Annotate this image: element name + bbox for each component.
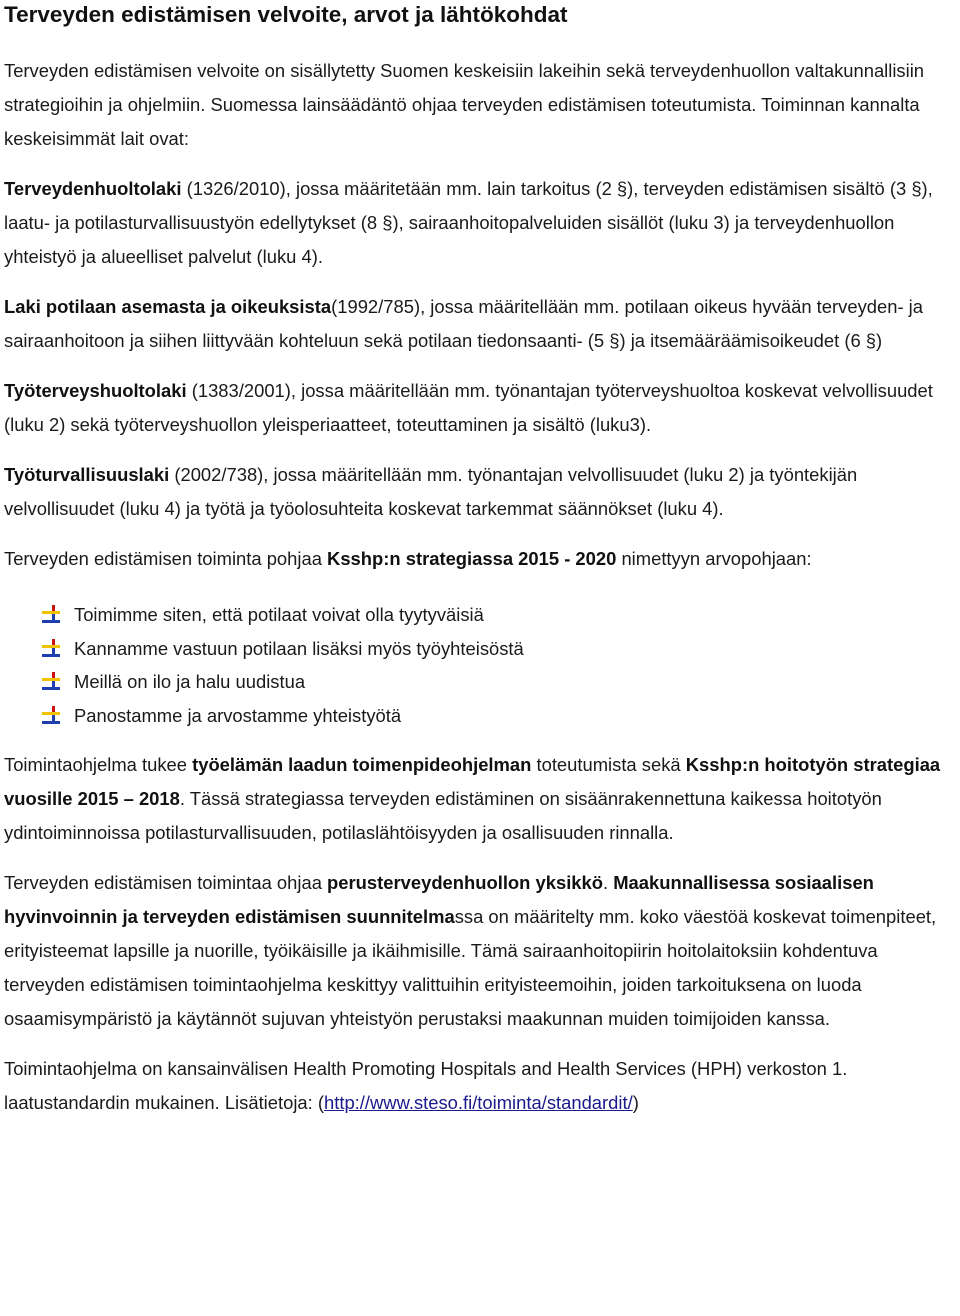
law-text: (1992/785), jossa määritellään mm. potilaan oikeus hyvään terveyden- ja sairaanhoitoon ja siihen liittyvään kohteluun sekä potilaan tiedonsaanti- (5 §) ja itsemääräämisoikeudet (6 §): [4, 296, 923, 351]
unit-paragraph: [4, 866, 952, 1036]
law-potilaslaki: [4, 290, 952, 358]
hph-text: Toimintaohjelma on kansainvälisen Health Promoting Hospitals and Health Services (HPH) verkoston 1. laatustandardin mukainen. Lisätietoja: (: [4, 1058, 848, 1113]
unit-text: ssa on määritelty mm. koko väestöä koskevat toimenpiteet, erityisteemat lapsille ja nuorille, työikäisille ja ikäihmisille. Tämä sairaanhoitopiirin hoitolaitoksiin kohdentuva terveyden edistämisen toimintaohjelma keskittyy valittuihin erityisteemoihin, joiden tarkoituksena on luoda osaamisympäristö ja käytännöt sujuvan yhteistyön perustaksi maakunnan muiden toimijoiden kanssa.: [4, 906, 937, 1029]
program-paragraph: [4, 748, 952, 850]
law-tyoterveyshuoltolaki: [4, 374, 952, 442]
value-text: Toimimme siten, että potilaat voivat olla tyytyväisiä: [74, 604, 484, 625]
program-text: toteutumista sekä: [531, 754, 686, 775]
program-bold: työelämän laadun toimenpideohjelman: [192, 754, 532, 775]
law-text: (2002/738), jossa määritellään mm. työnantajan velvollisuudet (luku 2) ja työntekijän velvollisuudet (luku 4) ja työtä ja työolosuhteita koskevat tarkemmat säännökset (luku 4).: [4, 464, 858, 519]
strategy-name: Ksshp:n strategiassa 2015 - 2020: [327, 548, 617, 569]
law-text: (1326/2010), jossa määritetään mm. lain tarkoitus (2 §), terveyden edistämisen sisältö (3 §), laatu- ja potilasturvallisuustyön edellytykset (8 §), sairaanhoitopalveluiden sisällöt (luku 3) ja terveydenhuollon yhteistyö ja alueelliset palvelut (luku 4).: [4, 178, 933, 267]
unit-bold: perusterveydenhuollon yksikkö: [327, 872, 603, 893]
value-text: Meillä on ilo ja halu uudistua: [74, 671, 306, 692]
values-list: [4, 598, 952, 732]
intro-paragraph: Terveyden edistämisen velvoite on sisällytetty Suomen keskeisiin lakeihin sekä terveydenhuollon valtakunnallisiin strategioihin ja ohjelmiin. Suomessa lainsäädäntö ohjaa terveyden edistämisen toteutumista. Toiminnan kannalta keskeisimmät lait ovat:: [4, 60, 925, 149]
law-name: Terveydenhuoltolaki: [4, 178, 182, 199]
value-text: Panostamme ja arvostamme yhteistyötä: [74, 704, 402, 726]
law-name: Työturvallisuuslaki: [4, 464, 170, 485]
values-intro-text: Terveyden edistämisen toiminta pohjaa: [4, 548, 328, 569]
law-tyoturvallisuuslaki: [4, 458, 952, 526]
bullet-icon: [42, 706, 60, 724]
program-text: Toimintaohjelma tukee: [4, 754, 193, 775]
unit-text: .: [603, 872, 614, 893]
hph-paragraph: [4, 1052, 952, 1120]
steso-link[interactable]: http://www.steso.fi/toiminta/standardit/: [324, 1092, 633, 1113]
list-item: [42, 699, 952, 733]
values-intro: [4, 542, 952, 576]
law-text: (1383/2001), jossa määritellään mm. työnantajan työterveyshuoltoa koskevat velvollisuudet (luku 2) sekä työterveyshuollon yleisperiaatteet, toteuttaminen ja sisältö (luku3).: [4, 380, 933, 435]
program-bold: Ksshp:n hoitotyön strategiaa vuosille 2015 – 2018: [4, 754, 941, 809]
law-name: Laki potilaan asemasta ja oikeuksista: [4, 296, 332, 317]
list-item: [42, 598, 952, 632]
law-terveydenhuoltolaki: [4, 172, 952, 274]
list-item: [42, 632, 952, 666]
bullet-icon: [42, 672, 60, 690]
program-text: . Tässä strategiassa terveyden edistäminen on sisäänrakennettuna kaikessa hoitotyön ydintoiminnoissa potilasturvallisuuden, potilaslähtöisyyden ja osallisuuden rinnalla.: [4, 788, 882, 843]
page-title: Terveyden edistämisen velvoite, arvot ja lähtökohdat: [4, 2, 568, 27]
bullet-icon: [42, 639, 60, 657]
unit-text: Terveyden edistämisen toimintaa ohjaa: [4, 872, 328, 893]
bullet-icon: [42, 605, 60, 623]
unit-bold: Maakunnallisessa sosiaalisen hyvinvoinnin ja terveyden edistämisen suunnitelma: [4, 872, 874, 927]
hph-end: ): [632, 1092, 639, 1113]
values-intro-end: nimettyyn arvopohjaan:: [616, 548, 812, 569]
law-name: Työterveyshuoltolaki: [4, 380, 187, 401]
value-text: Kannamme vastuun potilaan lisäksi myös työyhteisöstä: [74, 637, 524, 659]
list-item: [42, 665, 952, 699]
